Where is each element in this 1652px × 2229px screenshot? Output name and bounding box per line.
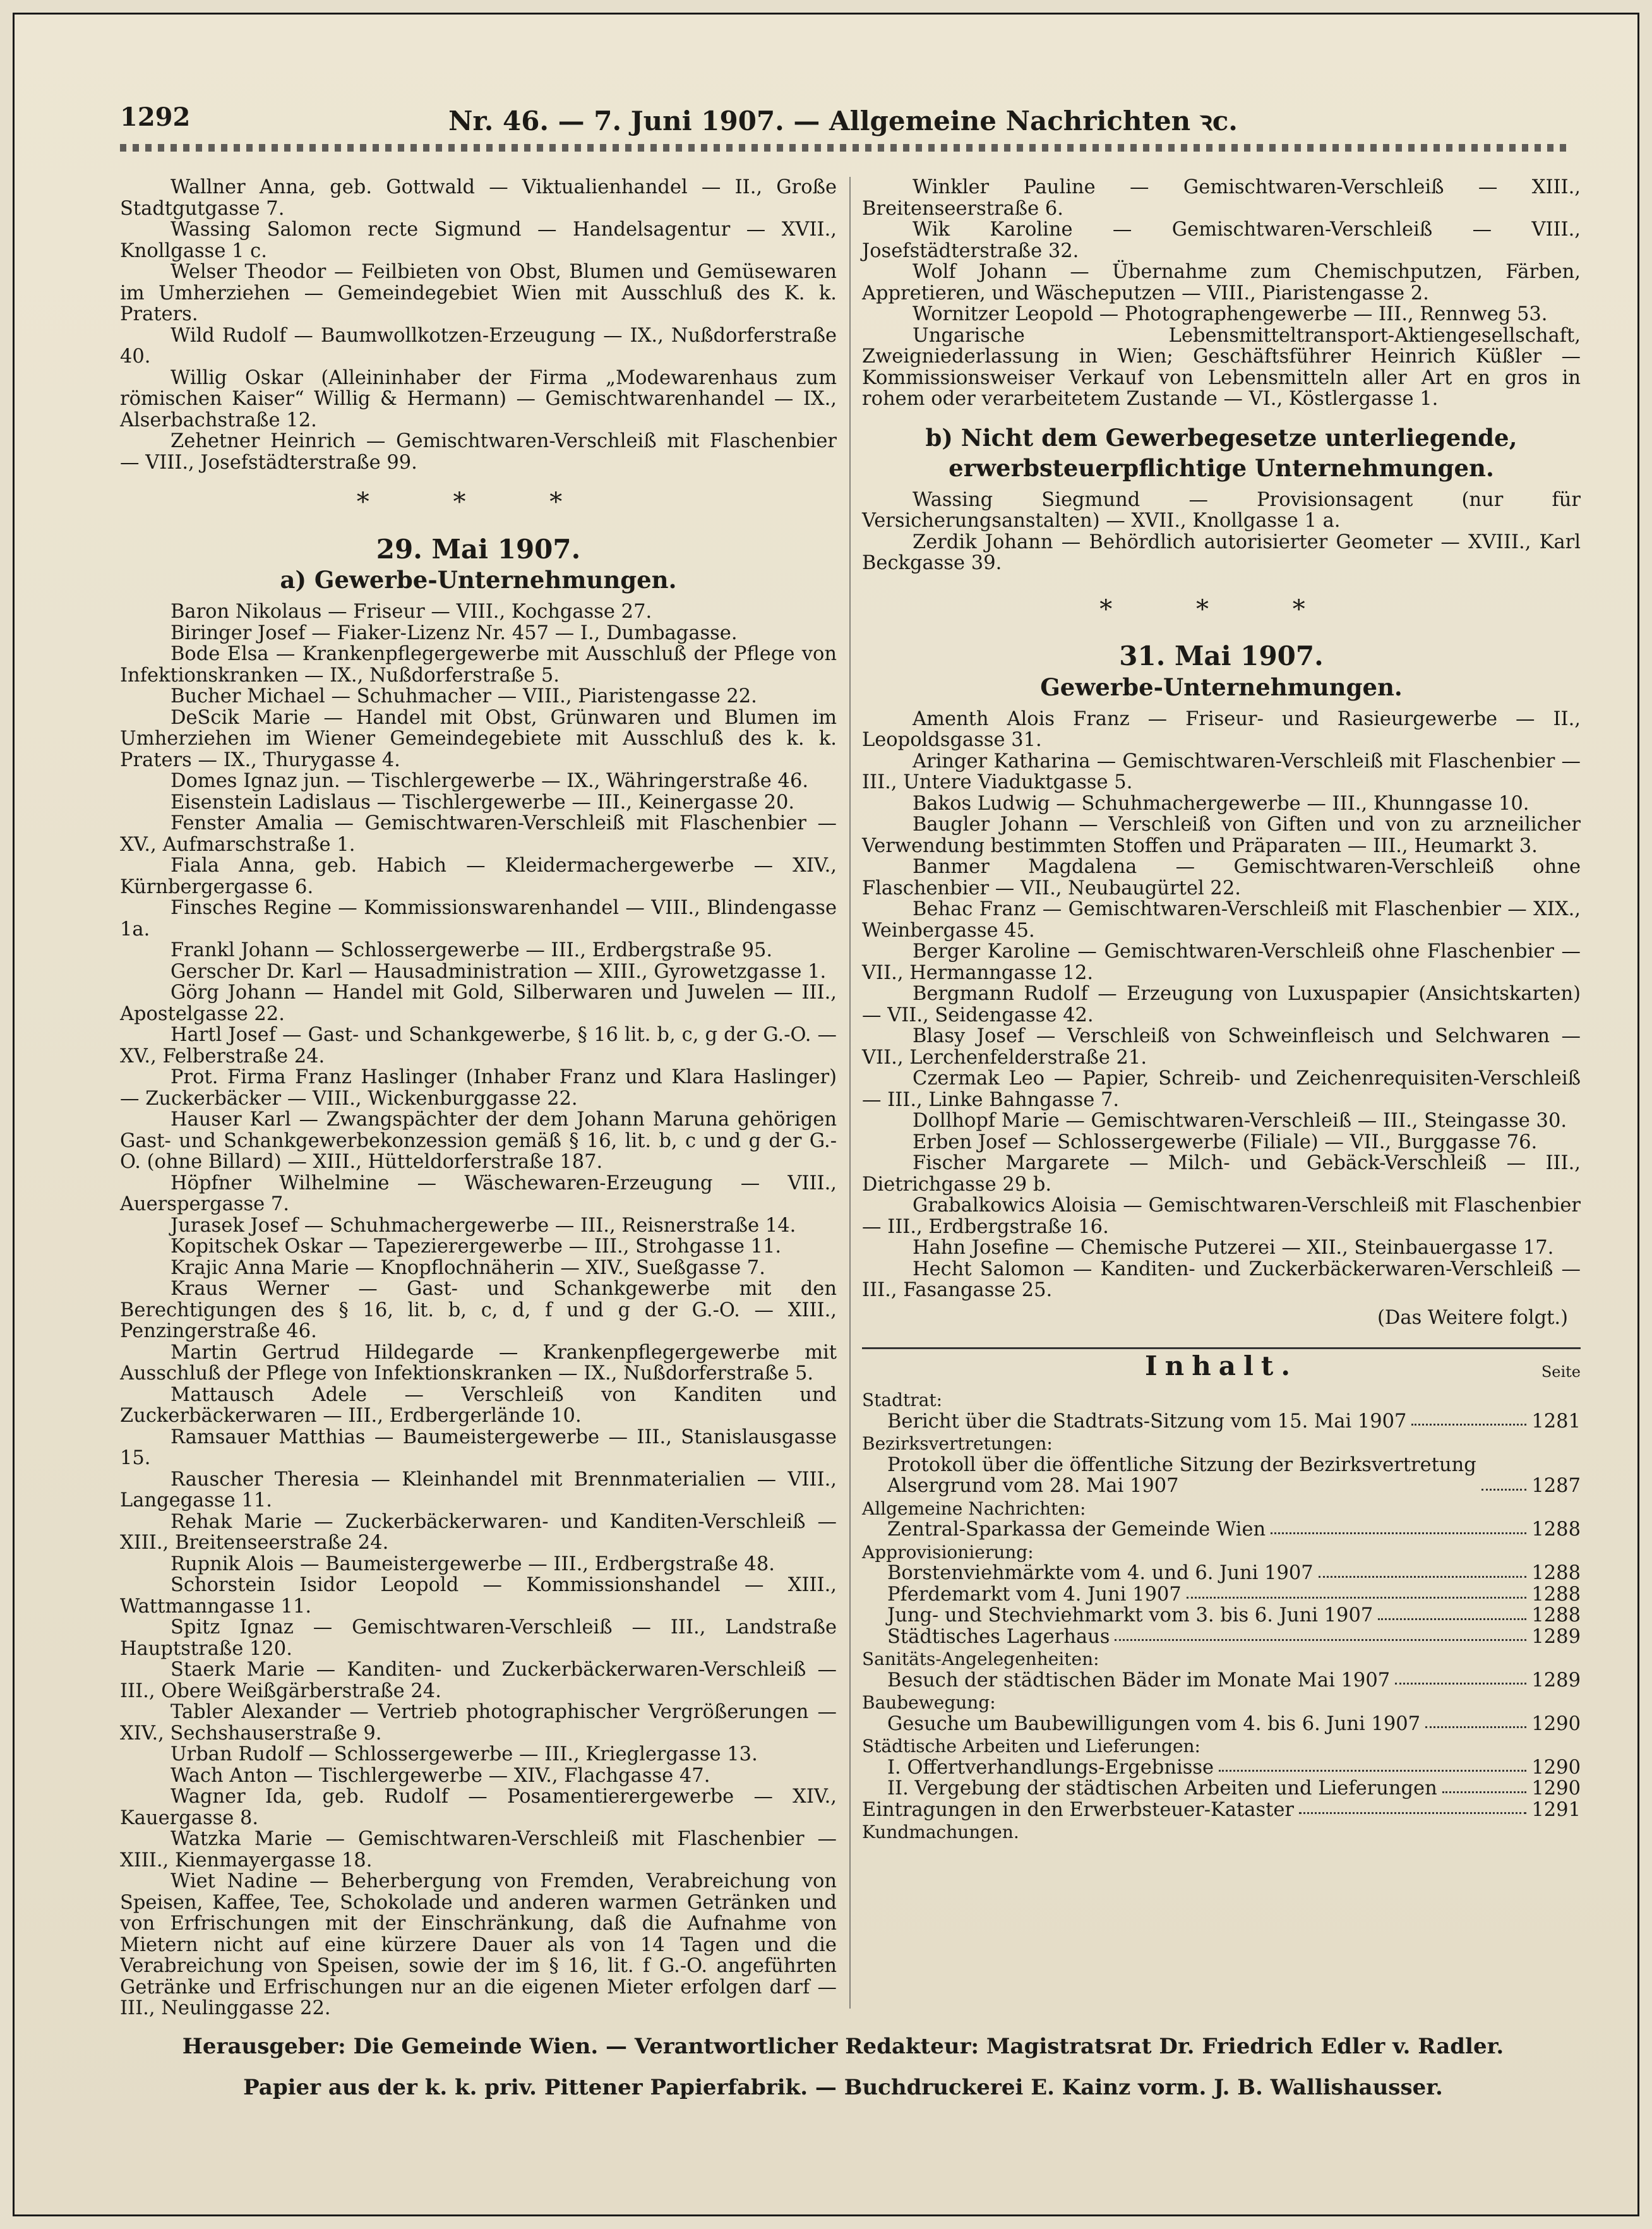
left-entries-29-mai — [120, 601, 837, 2019]
toc-leader — [1378, 1605, 1526, 1620]
register-entry: Biringer Josef — Fiaker-Lizenz Nr. 457 — I., Dumbagasse. — [171, 622, 738, 644]
register-entry: Görg Johann — Handel mit Gold, Silberwaren und Juwelen — III., Apostelgasse 22. — [120, 982, 837, 1025]
toc-leader — [1187, 1584, 1527, 1599]
register-entry: Welser Theodor — Feilbieten von Obst, Blumen und Gemüsewaren im Umherziehen — Gemeindegebiet Wien mit Ausschluß des K. k. Praters. — [120, 261, 837, 325]
register-entry: Zehetner Heinrich — Gemischtwaren-Verschleiß mit Flaschenbier — VIII., Josefstädterstraße 99. — [120, 430, 837, 474]
register-entry: DeScik Marie — Handel mit Obst, Grünwaren und Blumen im Umherziehen im Wiener Gemeindegebiete mit Ausschluß des k. k. Praters — IX., Thurygasse 4. — [120, 706, 837, 771]
register-entry: Schorstein Isidor Leopold — Kommissionshandel — XIII., Wattmanngasse 11. — [120, 1574, 837, 1618]
toc-item — [862, 1778, 1581, 1799]
stars-separator: * * * — [356, 488, 601, 517]
toc-last-line: Kundmachungen. — [862, 1822, 1019, 1842]
toc-leader — [1319, 1563, 1527, 1578]
register-entry: Wassing Siegmund — Provisionsagent (nur für Versicherungsanstalten) — XVII., Knollgasse 1 a. — [862, 488, 1581, 532]
toc-item-page: 1290 — [1531, 1777, 1581, 1799]
register-entry: Watzka Marie — Gemischtwaren-Verschleiß mit Flaschenbier — XIII., Kienmayergasse 18. — [120, 1828, 837, 1872]
register-entry: Höpfner Wilhelmine — Wäschewaren-Erzeugung — VIII., Auerspergasse 7. — [120, 1172, 837, 1215]
register-entry: Baron Nikolaus — Friseur — VIII., Kochgasse 27. — [171, 601, 652, 623]
register-entry: Aringer Katharina — Gemischtwaren-Verschleiß mit Flaschenbier — III., Untere Viaduktgasse 5. — [862, 750, 1581, 793]
toc-item-page: 1290 — [1531, 1712, 1581, 1735]
toc-item — [862, 1605, 1581, 1626]
register-entry: Baugler Johann — Verschleiß von Giften und von zu arzneilicher Verwendung bestimmten Stoffen und Präparaten — III., Heumarkt 3. — [862, 814, 1581, 857]
page-header — [120, 102, 1566, 140]
page-number: 1292 — [120, 102, 191, 132]
toc-item — [862, 1714, 1581, 1735]
register-entry: Bucher Michael — Schuhmacher — VIII., Piaristengasse 22. — [171, 685, 757, 707]
toc-item-text: Besuch der städtischen Bäder im Monate Mai 1907 — [887, 1669, 1391, 1691]
register-entry: Gerscher Dr. Karl — Hausadministration — XIII., Gyrowetzgasse 1. — [171, 960, 827, 983]
toc-item-text: Bericht über die Stadtrats-Sitzung vom 15. Mai 1907 — [887, 1410, 1407, 1433]
section-heading-b: b) Nicht dem Gewerbegesetze unterliegende, erwerbsteuerpflichtige Unternehmungen. — [925, 423, 1517, 482]
toc-item-text: I. Offertverhandlungs-Ergebnisse — [887, 1756, 1214, 1779]
toc-item-page: 1281 — [1531, 1410, 1581, 1433]
toc-leader — [1219, 1757, 1526, 1772]
toc-item — [862, 1563, 1581, 1584]
toc-seite-label: Seite — [1541, 1363, 1581, 1381]
section-heading-a: a) Gewerbe-Unternehmungen. — [280, 566, 677, 594]
toc-group-heading: Bezirksvertretungen: — [862, 1433, 1053, 1454]
toc-item-text: Pferdemarkt vom 4. Juni 1907 — [887, 1583, 1182, 1606]
toc-title: Inhalt. — [1145, 1350, 1298, 1381]
register-entry: Urban Rudolf — Schlossergewerbe — III., Krieglergasse 13. — [171, 1743, 758, 1765]
register-entry: Spitz Ignaz — Gemischtwaren-Verschleiß — III., Landstraße Hauptstraße 120. — [120, 1616, 837, 1660]
toc-groups — [862, 1390, 1581, 1799]
register-entry: Jurasek Josef — Schuhmachergewerbe — III., Reisnerstraße 14. — [171, 1214, 796, 1237]
section-heading-31: Gewerbe-Unternehmungen. — [1040, 673, 1403, 701]
toc-group-heading: Städtische Arbeiten und Lieferungen: — [862, 1736, 1200, 1757]
right-entries-31-mai — [862, 709, 1581, 1301]
register-entry: Rupnik Alois — Baumeistergewerbe — III., Erdbergstraße 48. — [171, 1553, 775, 1575]
register-entry: Prot. Firma Franz Haslinger (Inhaber Franz und Klara Haslinger) — Zuckerbäcker — VIII., Wickenburggasse 22. — [120, 1066, 837, 1110]
register-entry: Blasy Josef — Verschleiß von Schweinfleisch und Selchwaren — VII., Lerchenfelderstraße 21. — [862, 1025, 1581, 1069]
left-entries-top — [120, 177, 837, 473]
toc-item-page: 1288 — [1531, 1604, 1581, 1626]
footer-printer: Papier aus der k. k. priv. Pittener Papierfabrik. — Buchdruckerei E. Kainz vorm. J. B. Wallishausser. — [243, 2075, 1443, 2100]
register-entry: Wassing Salomon recte Sigmund — Handelsagentur — XVII., Knollgasse 1 c. — [120, 219, 837, 262]
toc-item — [862, 1411, 1581, 1433]
toc-item-page: 1288 — [1531, 1518, 1581, 1541]
toc-item-page: 1289 — [1531, 1669, 1581, 1691]
toc-leader — [1115, 1626, 1526, 1642]
toc-item — [862, 1519, 1581, 1541]
toc-item-page: 1287 — [1531, 1475, 1581, 1497]
toc-leader — [1481, 1489, 1526, 1491]
register-entry: Wach Anton — Tischlergewerbe — XIV., Flachgasse 47. — [171, 1764, 710, 1787]
toc-group-heading: Stadtrat: — [862, 1390, 943, 1410]
toc-leader — [1425, 1714, 1526, 1729]
toc-item-text: Protokoll über die öffentliche Sitzung der Bezirksvertretung Alsergrund vom 28. Mai 1907 — [887, 1453, 1476, 1497]
register-entry: Eisenstein Ladislaus — Tischlergewerbe — III., Keinergasse 20. — [171, 791, 795, 814]
register-entry: Fischer Margarete — Milch- und Gebäck-Verschleiß — III., Dietrichgasse 29 b. — [862, 1152, 1581, 1196]
toc-leader — [1411, 1411, 1526, 1426]
right-entries-b — [862, 490, 1581, 574]
toc-item-page: 1291 — [1531, 1798, 1581, 1821]
toc-leader — [1442, 1778, 1527, 1793]
register-entry: Bergmann Rudolf — Erzeugung von Luxuspapier (Ansichtskarten) — VII., Seidengasse 42. — [862, 983, 1581, 1026]
date-heading-29-mai: 29. Mai 1907. — [376, 533, 581, 565]
toc-group-heading: Sanitäts-Angelegenheiten: — [862, 1649, 1099, 1669]
register-entry: Berger Karoline — Gemischtwaren-Verschleiß ohne Flaschenbier — VII., Hermanngasse 12. — [862, 940, 1581, 984]
header-rule — [120, 144, 1566, 152]
register-entry: Ungarische Lebensmitteltransport-Aktiengesellschaft, Zweigniederlassung in Wien; Geschäftsführer Heinrich Küßler — Kommissionsweiser Verkauf von Lebensmitteln aller Art en gros in rohem oder verarbeitetem Zustande — VI., Köstlergasse 1. — [862, 324, 1581, 410]
register-entry: Erben Josef — Schlossergewerbe (Filiale) — VII., Burggasse 76. — [913, 1131, 1538, 1153]
toc-item-page: 1288 — [1531, 1583, 1581, 1606]
register-entry: Fenster Amalia — Gemischtwaren-Verschleiß mit Flaschenbier — XV., Aufmarschstraße 1. — [120, 812, 837, 856]
register-entry: Rauscher Theresia — Kleinhandel mit Brennmaterialien — VIII., Langegasse 11. — [120, 1468, 837, 1511]
register-entry: Fiala Anna, geb. Habich — Kleidermachergewerbe — XIV., Kürnbergergasse 6. — [120, 855, 837, 898]
toc-leader — [1395, 1670, 1526, 1685]
toc-item-text: Jung- und Stechviehmarkt vom 3. bis 6. Juni 1907 — [887, 1604, 1374, 1626]
toc-item-page: 1290 — [1531, 1756, 1581, 1779]
toc-item-text: Borstenviehmärkte vom 4. und 6. Juni 1907 — [887, 1562, 1314, 1584]
register-entry: Frankl Johann — Schlossergewerbe — III., Erdbergstraße 95. — [171, 939, 773, 961]
register-entry: Czermak Leo — Papier, Schreib- und Zeichenrequisiten-Verschleiß — III., Linke Bahngasse 7. — [862, 1067, 1581, 1111]
right-entries-top — [862, 177, 1581, 410]
register-entry: Wallner Anna, geb. Gottwald — Viktualienhandel — II., Große Stadtgutgasse 7. — [120, 176, 837, 220]
right-column — [862, 177, 1581, 1843]
toc-item-text: Zentral-Sparkassa der Gemeinde Wien — [887, 1518, 1266, 1541]
register-entry: Willig Oskar (Alleininhaber der Firma „Modewarenhaus zum römischen Kaiser“ Willig & Hermann) — Gemischtwarenhandel — IX., Alserbachstraße 12. — [120, 366, 837, 431]
register-entry: Wagner Ida, geb. Rudolf — Posamentierergewerbe — XIV., Kauergasse 8. — [120, 1786, 837, 1829]
register-entry: Behac Franz — Gemischtwaren-Verschleiß mit Flaschenbier — XIX., Weinbergasse 45. — [862, 898, 1581, 942]
register-entry: Hauser Karl — Zwangspächter der dem Johann Maruna gehörigen Gast- und Schankgewerbekonzession gemäß § 16, lit. b, c und g der G.-O. (ohne Billard) — XIII., Hütteldorferstraße 187. — [120, 1108, 837, 1173]
continued-note: (Das Weitere folgt.) — [1377, 1306, 1568, 1329]
register-entry: Hartl Josef — Gast- und Schankgewerbe, § 16 lit. b, c, g der G.-O. — XV., Felberstraße 24. — [120, 1024, 837, 1067]
register-entry: Rehak Marie — Zuckerbäckerwaren- und Kanditen-Verschleiß — XIII., Breitenseerstraße 24. — [120, 1510, 837, 1554]
register-entry: Bode Elsa — Krankenpflegergewerbe mit Ausschluß der Pflege von Infektionskranken — IX., Nußdorferstraße 5. — [120, 643, 837, 687]
left-column — [120, 177, 837, 2019]
date-heading-31-mai: 31. Mai 1907. — [1119, 640, 1324, 671]
toc-item-text: Gesuche um Baubewilligungen vom 4. bis 6. Juni 1907 — [887, 1712, 1421, 1735]
register-entry: Martin Gertrud Hildegarde — Krankenpflegergewerbe mit Ausschluß der Pflege von Infektionskranken — IX., Nußdorferstraße 5. — [120, 1341, 837, 1385]
register-entry: Wik Karoline — Gemischtwaren-Verschleiß — VIII., Josefstädterstraße 32. — [862, 219, 1581, 262]
toc-item-text: Städtisches Lagerhaus — [887, 1625, 1110, 1648]
register-entry: Wiet Nadine — Beherbergung von Fremden, Verabreichung von Speisen, Kaffee, Tee, Schokolade und anderen warmen Getränken und von Erfrischungen mit der Einschränkung, daß die Aufnahme von Mietern nicht auf eine kürzere Dauer als von 14 Tagen und die Verabreichung von Speisen, sowie der im § 16, lit. f G.-O. angeführten Getränke und Erfrischungen nur an die eigenen Mieter erfolgen darf — III., Neulinggasse 22. — [120, 1870, 837, 2019]
toc-item — [862, 1670, 1581, 1691]
toc-item — [862, 1799, 1581, 1821]
toc-group-heading: Baubewegung: — [862, 1692, 996, 1713]
register-entry: Staerk Marie — Kanditen- und Zuckerbäckerwaren-Verschleiß — III., Obere Weißgärberstraße 24. — [120, 1659, 837, 1702]
toc-item-text: II. Vergebung der städtischen Arbeiten und Lieferungen — [887, 1777, 1437, 1799]
toc-item — [862, 1584, 1581, 1606]
toc-item — [862, 1626, 1581, 1648]
toc-group-heading: Approvisionierung: — [862, 1541, 1034, 1563]
register-entry: Hahn Josefine — Chemische Putzerei — XII., Steinbauergasse 17. — [913, 1237, 1554, 1259]
register-entry: Winkler Pauline — Gemischtwaren-Verschleiß — XIII., Breitenseerstraße 6. — [862, 176, 1581, 220]
toc-header — [862, 1350, 1581, 1388]
toc-leader — [1299, 1799, 1526, 1815]
stars-separator-right: * * * — [1099, 594, 1343, 624]
register-entry: Banmer Magdalena — Gemischtwaren-Verschleiß ohne Flaschenbier — VII., Neubaugürtel 22. — [862, 856, 1581, 899]
register-entry: Amenth Alois Franz — Friseur- und Rasieurgewerbe — II., Leopoldsgasse 31. — [862, 707, 1581, 751]
toc-item-page: 1289 — [1531, 1625, 1581, 1648]
toc-item-text: Eintragungen in den Erwerbsteuer-Kataster — [862, 1798, 1295, 1821]
register-entry: Dollhopf Marie — Gemischtwaren-Verschleiß — III., Steingasse 30. — [913, 1110, 1567, 1132]
column-divider — [849, 177, 851, 2009]
register-entry: Wild Rudolf — Baumwollkotzen-Erzeugung — IX., Nußdorferstraße 40. — [120, 324, 837, 368]
table-of-contents — [862, 1347, 1581, 1843]
running-head: Nr. 46. — 7. Juni 1907. — Allgemeine Nachrichten ꝛc. — [448, 105, 1238, 136]
toc-item — [862, 1757, 1581, 1779]
register-entry: Krajic Anna Marie — Knopflochnäherin — XIV., Sueßgasse 7. — [171, 1256, 765, 1279]
register-entry: Wornitzer Leopold — Photographengewerbe — III., Rennweg 53. — [913, 303, 1548, 325]
register-entry: Bakos Ludwig — Schuhmachergewerbe — III., Khunngasse 10. — [913, 792, 1529, 815]
toc-group-heading: Allgemeine Nachrichten: — [862, 1498, 1086, 1519]
footer-publisher: Herausgeber: Die Gemeinde Wien. — Verantwortlicher Redakteur: Magistratsrat Dr. Friedrich Edler v. Radler. — [182, 2034, 1504, 2059]
toc-item — [862, 1455, 1581, 1497]
register-entry: Mattausch Adele — Verschleiß von Kanditen und Zuckerbäckerwaren — III., Erdbergerlände 10. — [120, 1383, 837, 1427]
register-entry: Hecht Salomon — Kanditen- und Zuckerbäckerwaren-Verschleiß — III., Fasangasse 25. — [862, 1258, 1581, 1301]
toc-item-page: 1288 — [1531, 1562, 1581, 1584]
register-entry: Wolf Johann — Übernahme zum Chemischputzen, Färben, Appretieren, und Wäscheputzen — VIII., Piaristengasse 2. — [862, 261, 1581, 304]
register-entry: Domes Ignaz jun. — Tischlergewerbe — IX., Währingerstraße 46. — [171, 770, 809, 792]
register-entry: Zerdik Johann — Behördlich autorisierter Geometer — XVIII., Karl Beckgasse 39. — [862, 531, 1581, 574]
register-entry: Ramsauer Matthias — Baumeistergewerbe — III., Stanislausgasse 15. — [120, 1426, 837, 1469]
toc-leader — [1271, 1519, 1526, 1534]
register-entry: Tabler Alexander — Vertrieb photographischer Vergrößerungen — XIV., Sechshauserstraße 9. — [120, 1701, 837, 1745]
register-entry: Grabalkowics Aloisia — Gemischtwaren-Verschleiß mit Flaschenbier — III., Erdbergstraße 16. — [862, 1194, 1581, 1238]
register-entry: Kraus Werner — Gast- und Schankgewerbe mit den Berechtigungen des § 16, lit. b, c, d, f und g der G.-O. — XIII., Penzingerstraße 46. — [120, 1278, 837, 1342]
register-entry: Kopitschek Oskar — Tapezierergewerbe — III., Strohgasse 11. — [171, 1235, 782, 1258]
register-entry: Finsches Regine — Kommissionswarenhandel — VIII., Blindengasse 1a. — [120, 897, 837, 940]
